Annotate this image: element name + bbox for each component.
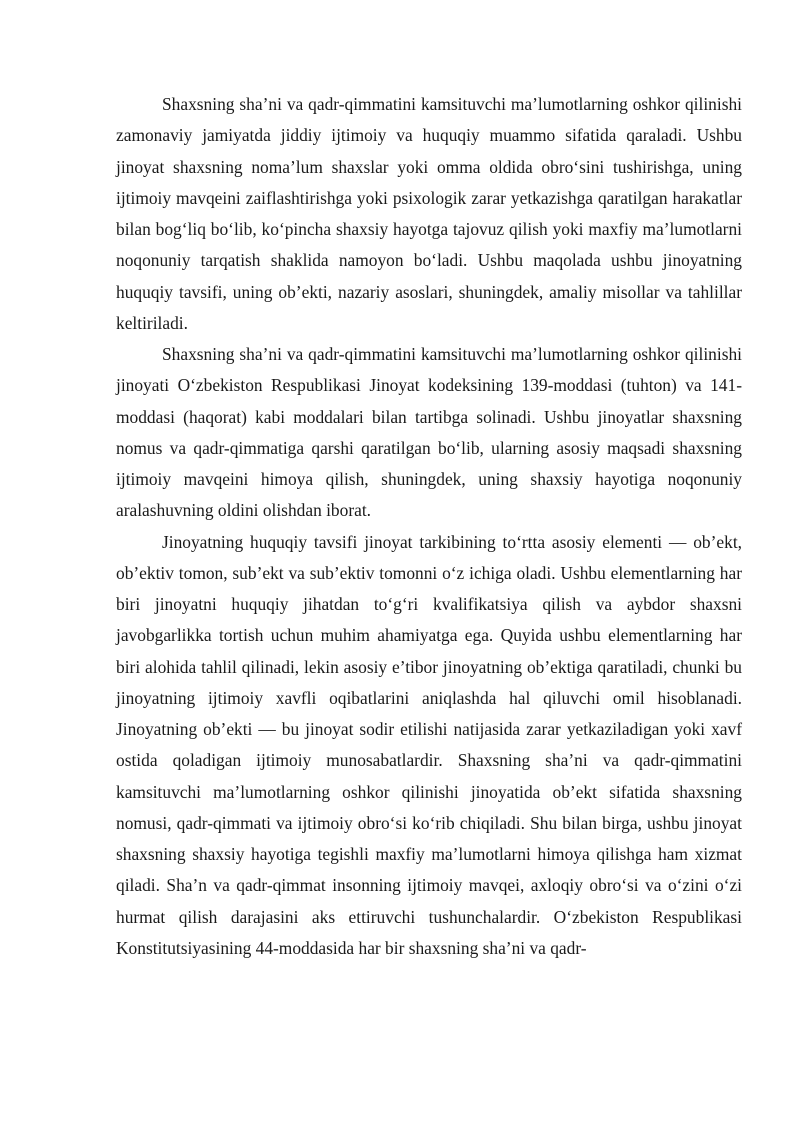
- document-page: [116, 89, 742, 964]
- paragraph-2: Shaxsning sha’ni va qadr-qimmatini kamsituvchi ma’lumotlarning oshkor qilinishi jinoyati O‘zbekiston Respublikasi Jinoyat kodeksining 139-moddasi (tuhton) va 141-moddasi (haqorat) kabi moddalari bilan tartibga solinadi. Ushbu jinoyatlar shaxsning nomus va qadr-qimmatiga qarshi qaratilgan bo‘lib, ularning asosiy maqsadi shaxsning ijtimoiy mavqeini himoya qilish, shuningdek, uning shaxsiy hayotiga noqonuniy aralashuvning oldini olishdan iborat.: [116, 344, 742, 521]
- paragraph-1: Shaxsning sha’ni va qadr-qimmatini kamsituvchi ma’lumotlarning oshkor qilinishi zamonaviy jamiyatda jiddiy ijtimoiy va huquqiy muammo sifatida qaraladi. Ushbu jinoyat shaxsning noma’lum shaxslar yoki omma oldida obro‘sini tushirishga, uning ijtimoiy mavqeini zaiflashtirishga yoki psixologik zarar yetkazishga qaratilgan harakatlar bilan bog‘liq bo‘lib, ko‘pincha shaxsiy hayotga tajovuz qilish yoki maxfiy ma’lumotlarni noqonuniy tarqatish shaklida namoyon bo‘ladi. Ushbu maqolada ushbu jinoyatning huquqiy tavsifi, uning ob’ekti, nazariy asoslari, shuningdek, amaliy misollar va tahlillar keltiriladi.: [116, 94, 742, 333]
- paragraph-3: Jinoyatning huquqiy tavsifi jinoyat tarkibining to‘rtta asosiy elementi — ob’ekt, ob’ektiv tomon, sub’ekt va sub’ektiv tomonni o‘z ichiga oladi. Ushbu elementlarning har biri jinoyatni huquqiy jihatdan to‘g‘ri kvalifikatsiya qilish va aybdor shaxsni javobgarlikka tortish uchun muhim ahamiyatga ega. Quyida ushbu elementlarning har biri alohida tahlil qilinadi, lekin asosiy e’tibor jinoyatning ob’ektiga qaratiladi, chunki bu jinoyatning ijtimoiy xavfli oqibatlarini aniqlashda hal qiluvchi omil hisoblanadi. Jinoyatning ob’ekti — bu jinoyat sodir etilishi natijasida zarar yetkaziladigan yoki xavf ostida qoladigan ijtimoiy munosabatlardir. Shaxsning sha’ni va qadr-qimmatini kamsituvchi ma’lumotlarning oshkor qilinishi jinoyatida ob’ekt sifatida shaxsning nomusi, qadr-qimmati va ijtimoiy obro‘si ko‘rib chiqiladi. Shu bilan birga, ushbu jinoyat shaxsning shaxsiy hayotiga tegishli maxfiy ma’lumotlarni himoya qilishga ham xizmat qiladi. Sha’n va qadr-qimmat insonning ijtimoiy mavqei, axloqiy obro‘si va o‘zini o‘zi hurmat qilish darajasini aks ettiruvchi tushunchalardir. O‘zbekiston Respublikasi Konstitutsiyasining 44-moddasida har bir shaxsning sha’ni va qadr-: [116, 531, 742, 958]
